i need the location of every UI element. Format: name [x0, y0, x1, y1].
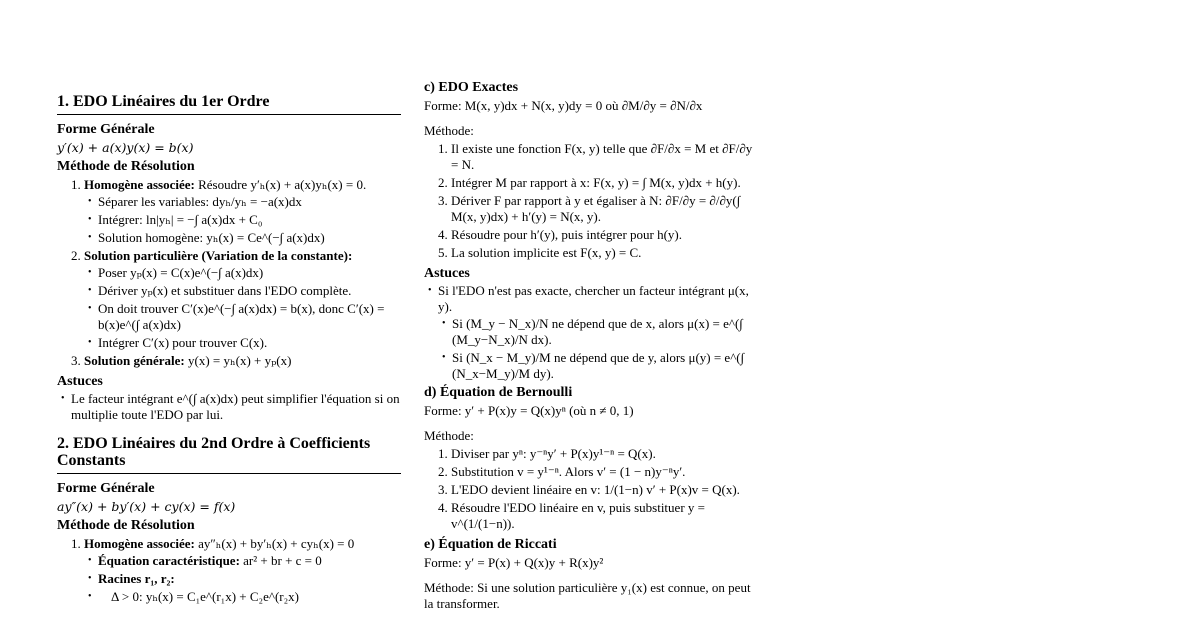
- step-homogene-2: [84, 536, 401, 605]
- list-item: 2. Substitution v = y¹⁻ⁿ. Alors v′ = (1 − n)y⁻ⁿy′.: [451, 464, 758, 480]
- step-text: y(x) = yₕ(x) + yₚ(x): [184, 353, 292, 368]
- section-d-forme: Forme: y′ + P(x)y = Q(x)yⁿ (où n ≠ 0, 1): [424, 403, 634, 418]
- methode-steps: [57, 177, 401, 369]
- list-item: • On doit trouver C′(x)e^(−∫ a(x)dx) = b(x), donc C′(x) = b(x)e^(∫ a(x)dx): [98, 301, 401, 333]
- section-c-methode-label: Méthode:: [424, 123, 474, 138]
- section-e-forme: Forme: y′ = P(x) + Q(x)y + R(x)y²: [424, 555, 604, 570]
- list-item: • Séparer les variables: dyₕ/yₕ = −a(x)dx: [98, 194, 401, 210]
- list-item: 3. L'EDO devient linéaire en v: 1/(1−n) v′ + P(x)v = Q(x).: [451, 482, 758, 498]
- list-item: • Si (N_x − M_y)/M ne dépend que de y, alors μ(y) = e^(∫ (N_x−M_y)/M dy).: [452, 350, 758, 382]
- step-label: Solution générale:: [84, 353, 185, 368]
- list-item: 4. Résoudre l'EDO linéaire en v, puis substituer y = v^(1/(1−n)).: [451, 500, 758, 532]
- astuces-heading: Astuces: [57, 374, 103, 389]
- list-item: • Solution homogène: yₕ(x) = Ce^(−∫ a(x)dx): [98, 230, 401, 246]
- right-column: [424, 79, 758, 614]
- section-d-methode-label: Méthode:: [424, 428, 474, 443]
- step-label: Homogène associée:: [84, 536, 195, 551]
- section-e-methode: Méthode: Si une solution particulière y₁(x) est connue, on peut la transformer.: [424, 580, 751, 611]
- step-homogene: [84, 177, 401, 246]
- section-d-steps: [424, 446, 758, 532]
- item-label: Racines r₁, r₂:: [98, 571, 175, 586]
- step-generale: [84, 353, 401, 369]
- list-item: • Intégrer: ln|yₕ| = −∫ a(x)dx + C₀: [98, 212, 401, 228]
- forme-generale-heading: Forme Générale: [57, 122, 155, 137]
- forme-generale-equation: y′(x) + a(x)y(x) = b(x): [57, 140, 194, 155]
- section-2-title: 2. EDO Linéaires du 2nd Ordre à Coefficients Constants: [57, 435, 401, 474]
- list-item: 1. Il existe une fonction F(x, y) telle que ∂F/∂x = M et ∂F/∂y = N.: [451, 141, 758, 173]
- item-text: ar² + br + c = 0: [239, 553, 322, 568]
- step-text: ay″ₕ(x) + by′ₕ(x) + cyₕ(x) = 0: [194, 536, 355, 551]
- list-item: • Dériver yₚ(x) et substituer dans l'EDO complète.: [98, 283, 401, 299]
- list-item: [98, 553, 401, 569]
- sub-list: [84, 553, 401, 605]
- section-e-title: e) Équation de Riccati: [424, 537, 557, 552]
- sub-list: [84, 265, 401, 351]
- left-column: [57, 93, 401, 607]
- list-item: • Si (M_y − N_x)/N ne dépend que de x, alors μ(x) = e^(∫ (M_y−N_x)/N dx).: [452, 316, 758, 348]
- step-label: Homogène associée:: [84, 177, 195, 192]
- list-item: 5. La solution implicite est F(x, y) = C.: [451, 245, 758, 261]
- astuces-c-list: [424, 283, 758, 382]
- step-label: Solution particulière (Variation de la constante):: [84, 248, 353, 263]
- list-item: 3. Dériver F par rapport à y et égaliser à N: ∂F/∂y = ∂/∂y(∫ M(x, y)dx) + h′(y) = N(x, y).: [451, 193, 758, 225]
- methode-2-steps: [57, 536, 401, 605]
- list-item: [438, 283, 758, 382]
- section-d-title: d) Équation de Bernoulli: [424, 385, 573, 400]
- section-c-steps: [424, 141, 758, 261]
- section-1-title: 1. EDO Linéaires du 1er Ordre: [57, 93, 401, 115]
- list-item: • Le facteur intégrant e^(∫ a(x)dx) peut simplifier l'équation si on multiplie toute l'EDO par lui.: [71, 391, 401, 423]
- list-item: 4. Résoudre pour h′(y), puis intégrer pour h(y).: [451, 227, 758, 243]
- section-c-title: c) EDO Exactes: [424, 80, 519, 95]
- sub-list: [438, 316, 758, 382]
- item-label: Équation caractéristique:: [98, 553, 240, 568]
- methode-2-heading: Méthode de Résolution: [57, 518, 195, 533]
- forme-generale-2-equation: ay″(x) + by′(x) + cy(x) = f(x): [57, 499, 236, 514]
- astuces-c-heading: Astuces: [424, 266, 470, 281]
- list-item: 2. Intégrer M par rapport à x: F(x, y) = ∫ M(x, y)dx + h(y).: [451, 175, 758, 191]
- astuces-list: [57, 391, 401, 423]
- list-item: • Δ > 0: yₕ(x) = C₁e^(r₁x) + C₂e^(r₂x): [98, 589, 401, 605]
- sub-list: [84, 194, 401, 246]
- methode-heading: Méthode de Résolution: [57, 159, 195, 174]
- list-item: • Poser yₚ(x) = C(x)e^(−∫ a(x)dx): [98, 265, 401, 281]
- list-item: 1. Diviser par yⁿ: y⁻ⁿy′ + P(x)y¹⁻ⁿ = Q(x).: [451, 446, 758, 462]
- list-item: • Intégrer C′(x) pour trouver C(x).: [98, 335, 401, 351]
- step-text: Résoudre y′ₕ(x) + a(x)yₕ(x) = 0.: [194, 177, 367, 192]
- step-particuliere: [84, 248, 401, 351]
- list-item: [98, 571, 401, 587]
- forme-generale-2-heading: Forme Générale: [57, 481, 155, 496]
- astuce-main-text: Si l'EDO n'est pas exacte, chercher un facteur intégrant μ(x, y).: [438, 283, 749, 314]
- section-c-forme: Forme: M(x, y)dx + N(x, y)dy = 0 où ∂M/∂y = ∂N/∂x: [424, 98, 703, 113]
